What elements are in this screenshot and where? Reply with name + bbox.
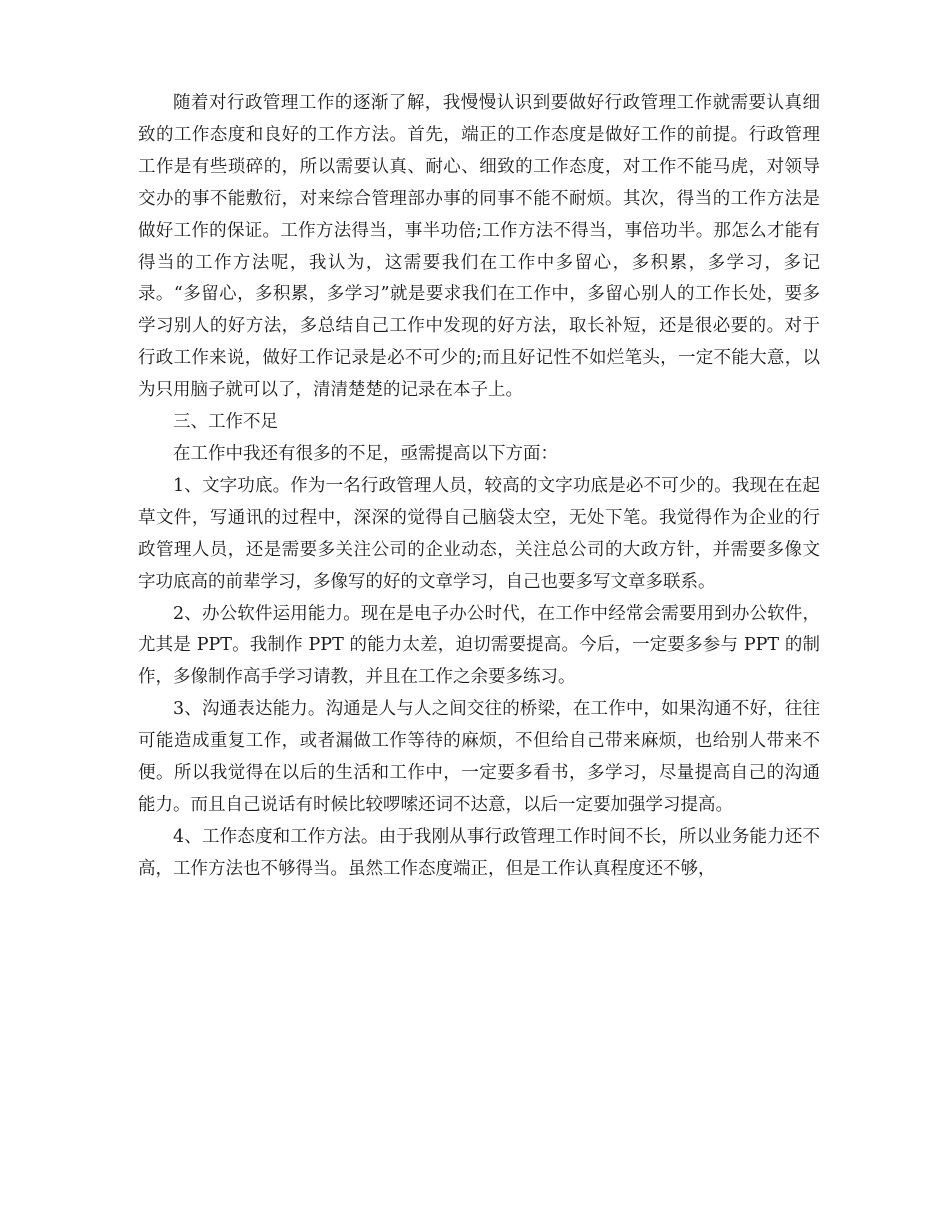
paragraph-attitude-method: 4、工作态度和工作方法。由于我刚从事行政管理工作时间不长，所以业务能力还不高，工作方法也不够得当。虽然工作态度端正，但是工作认真程度还不够，: [138, 826, 820, 879]
paragraph-writing-skills: 1、文字功底。作为一名行政管理人员，较高的文字功底是必不可少的。我现在在起草文件，写通讯的过程中，深深的觉得自己脑袋太空，无处下笔。我觉得作为企业的行政管理人员，还是需要多关注公司的企业动态，关注总公司的大政方针，并需要多像文字功底高的前辈学习，多像写的好的文章学习，自己也要多写文章多联系。: [138, 475, 820, 592]
section-heading-shortcomings: 三、工作不足: [173, 412, 278, 433]
paragraph-shortcomings-intro: 在工作中我还有很多的不足，亟需提高以下方面：: [173, 443, 558, 464]
paragraph-office-software: 2、办公软件运用能力。现在是电子办公时代，在工作中经常会需要用到办公软件，尤其是 PPT。我制作 PPT 的能力太差，迫切需要提高。今后，一定要多参与 PPT 的制作，多像制作高手学习请教，并且在工作之余要多练习。: [138, 603, 820, 688]
paragraph-communication: 3、沟通表达能力。沟通是人与人之间交往的桥梁，在工作中，如果沟通不好，往往可能造成重复工作，或者漏做工作等待的麻烦，不但给自己带来麻烦，也给别人带来不便。所以我觉得在以后的生活和工作中，一定要多看书，多学习，尽量提高自己的沟通能力。而且自己说话有时候比较啰嗦还词不达意，以后一定要加强学习提高。: [138, 699, 820, 815]
document-body: [138, 88, 820, 886]
paragraph-work-attitude-method: 随着对行政管理工作的逐渐了解，我慢慢认识到要做好行政管理工作就需要认真细致的工作态度和良好的工作方法。首先，端正的工作态度是做好工作的前提。行政管理工作是有些琐碎的，所以需要认真、耐心、细致的工作态度，对工作不能马虎，对领导交办的事不能敷衍，对来综合管理部办事的同事不能不耐烦。其次，得当的工作方法是做好工作的保证。工作方法得当，事半功倍;工作方法不得当，事倍功半。那怎么才能有得当的工作方法呢，我认为，这需要我们在工作中多留心，多积累，多学习，多记录。“多留心，多积累，多学习”就是要求我们在工作中，多留心别人的工作长处，要多学习别人的好方法，多总结自己工作中发现的好方法，取长补短，还是很必要的。对于行政工作来说，做好工作记录是必不可少的;而且好记性不如烂笔头，一定不能大意，以为只用脑子就可以了，清清楚楚的记录在本子上。: [138, 93, 820, 401]
